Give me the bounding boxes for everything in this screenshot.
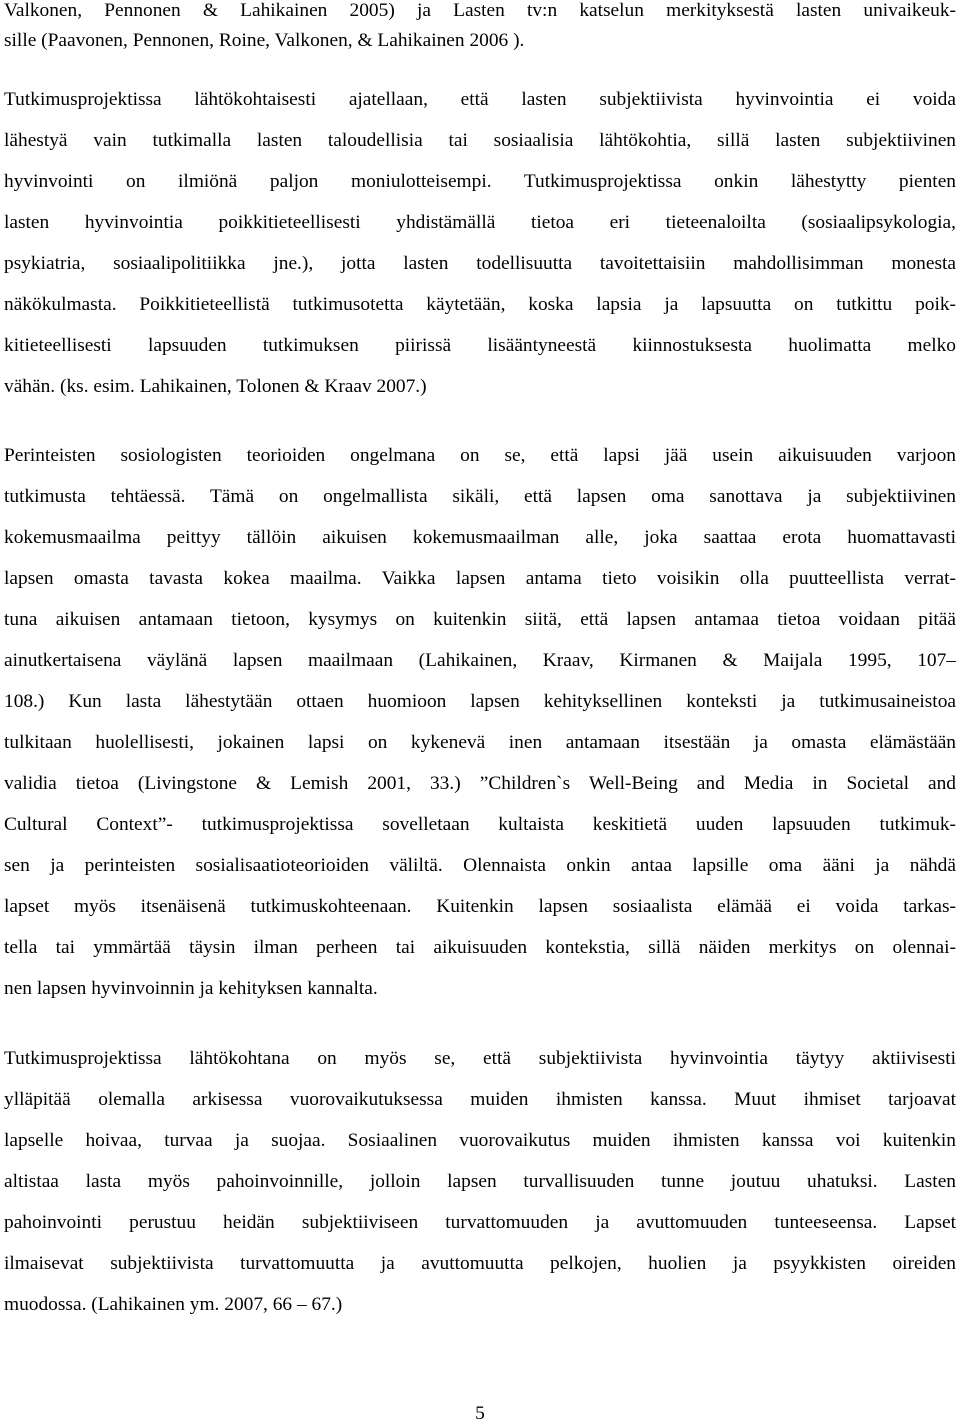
- text-line: lapset myös itsenäisenä tutkimuskohteenaan. Kuitenkin lapsen sosiaalista elämää ei voida tarkas-: [4, 896, 956, 917]
- text-line: Tutkimusprojektissa lähtökohtana on myös se, että subjektiivista hyvinvointia täytyy aktiivisesti: [4, 1048, 956, 1069]
- text-line: Perinteisten sosiologisten teorioiden ongelmana on se, että lapsi jää usein aikuisuuden varjoon: [4, 445, 956, 466]
- text-line: psykiatria, sosiaalipolitiikka jne.), jotta lasten todellisuutta tavoitettaisiin mahdollisimman monesta: [4, 253, 956, 274]
- text-line: kitieteellisesti lapsuuden tutkimuksen piirissä lisääntyneestä kiinnostuksesta huolimatta melko: [4, 335, 956, 356]
- text-line: Valkonen, Pennonen & Lahikainen 2005) ja Lasten tv:n katselun merkityksestä lasten univaikeuk-: [4, 0, 956, 21]
- text-line: Cultural Context”- tutkimusprojektissa sovelletaan kultaista keskitietä uuden lapsuuden tutkimuk-: [4, 814, 956, 835]
- text-line: validia tietoa (Livingstone & Lemish 2001, 33.) ”Children`s Well-Being and Media in Societal and: [4, 773, 956, 794]
- text-line: lähestyä vain tutkimalla lasten taloudellisia tai sosiaalisia lähtökohtia, sillä lasten subjektiivinen: [4, 130, 956, 151]
- text-line: ainutkertaisena väylänä lapsen maailmaan (Lahikainen, Kraav, Kirmanen & Maijala 1995, 107–: [4, 650, 956, 671]
- page-number: 5: [475, 1403, 485, 1424]
- text-line: vähän. (ks. esim. Lahikainen, Tolonen & Kraav 2007.): [4, 376, 427, 397]
- text-line: nen lapsen hyvinvoinnin ja kehityksen kannalta.: [4, 978, 378, 999]
- text-line: sen ja perinteisten sosialisaatioteorioiden väliltä. Olennaista onkin antaa lapsille oma ääni ja nähdä: [4, 855, 956, 876]
- text-line: altistaa lasta myös pahoinvoinnille, jolloin lapsen turvallisuuden tunne joutuu uhatuksi. Lasten: [4, 1171, 956, 1192]
- text-line: ylläpitää olemalla arkisessa vuorovaikutuksessa muiden ihmisten kanssa. Muut ihmiset tarjoavat: [4, 1089, 956, 1110]
- text-line: lasten hyvinvointia poikkitieteellisesti yhdistämällä tietoa eri tieteenaloilta (sosiaalipsykologia,: [4, 212, 956, 233]
- text-line: pahoinvointi perustuu heidän subjektiiviseen turvattomuuden ja avuttomuuden tunteeseensa. Lapset: [4, 1212, 956, 1233]
- text-line: 108.) Kun lasta lähestytään ottaen huomioon lapsen kehityksellinen konteksti ja tutkimusaineistoa: [4, 691, 956, 712]
- text-line: näkökulmasta. Poikkitieteellistä tutkimusotetta käytetään, koska lapsia ja lapsuutta on tutkittu poik-: [4, 294, 956, 315]
- text-line: lapselle hoivaa, turvaa ja suojaa. Sosiaalinen vuorovaikutus muiden ihmisten kanssa voi kuitenkin: [4, 1130, 956, 1151]
- text-line: sille (Paavonen, Pennonen, Roine, Valkonen, & Lahikainen 2006 ).: [4, 30, 525, 51]
- text-line: tutkimusta tehtäessä. Tämä on ongelmallista sikäli, että lapsen oma sanottava ja subjektiivinen: [4, 486, 956, 507]
- text-line: hyvinvointi on ilmiönä paljon moniulotteisempi. Tutkimusprojektissa onkin lähestytty pienten: [4, 171, 956, 192]
- text-line: tulkitaan huolellisesti, jokainen lapsi on kykenevä inen antamaan itsestään ja omasta elämästään: [4, 732, 956, 753]
- text-line: ilmaisevat subjektiivista turvattomuutta ja avuttomuutta pelkojen, huolien ja psyykkisten oireiden: [4, 1253, 956, 1274]
- text-line: lapsen omasta tavasta kokea maailma. Vaikka lapsen antama tieto voisikin olla puutteellista verrat-: [4, 568, 956, 589]
- text-line: tuna aikuisen antamaan tietoon, kysymys on kuitenkin siitä, että lapsen antamaa tietoa voidaan pitää: [4, 609, 956, 630]
- text-line: tella tai ymmärtää täysin ilman perheen tai aikuisuuden kontekstia, sillä näiden merkitys on olennai-: [4, 937, 956, 958]
- text-line: muodossa. (Lahikainen ym. 2007, 66 – 67.): [4, 1294, 343, 1315]
- text-line: kokemusmaailma peittyy tällöin aikuisen kokemusmaailman alle, joka saattaa erota huomattavasti: [4, 527, 956, 548]
- text-line: Tutkimusprojektissa lähtökohtaisesti ajatellaan, että lasten subjektiivista hyvinvointia ei voida: [4, 89, 956, 110]
